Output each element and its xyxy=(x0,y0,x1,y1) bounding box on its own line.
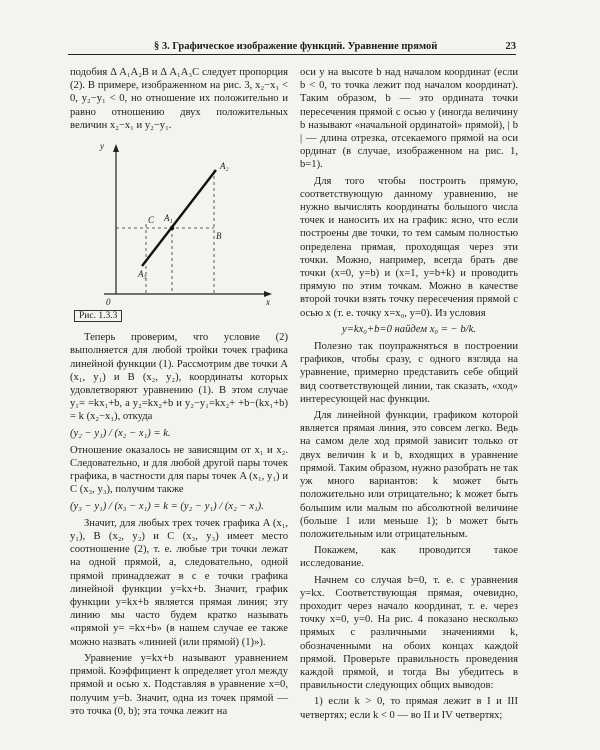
y-axis-arrow xyxy=(113,144,119,152)
paragraph: Покажем, как проводится такое исследование. xyxy=(300,545,518,570)
paragraph: Значит, для любых трех точек графика A (x₁, y₁), B (x₂, y₂) и C (x₃, y₃) имеет место соотношение (2), т. е. любые три точки лежат на одной прямой, а, следовательно, одной прямой принадлежат в с е точки графика линейной функции y=kx+b. Значит, график функции y=kx+b является прямая линия; эту линию мы часто будем кратко называть «прямой y= =kx+b» (в нашем случае ее также можно назвать «линией (или прямой) (1)»). xyxy=(70,517,288,648)
paragraph: Для того чтобы построить прямую, соответствующую данному уравнению, не нужно вычислять координаты большого числа точек и наносить их на график: ясно, что если построены две точки, то тем самым полностью определена прямая, проходящая через эти точки. Можно, например, всегда брать две точки (x=0, y=b) и (x=1, y=b+k) и проводить прямую по этим точкам. Можно в качестве второй точки взять точку пересечения прямой с осью x (т. е. точку x=x₀, y=0). Из условия xyxy=(300,175,518,319)
formula: (y₂ − y₁) / (x₂ − x₁) = k. xyxy=(70,427,171,439)
running-header xyxy=(68,36,516,55)
point-a2-label: A₂ xyxy=(220,161,229,172)
point-b-label: B xyxy=(216,231,222,242)
paragraph: оси y на высоте b над началом координат (если b < 0, то точка лежит под началом координат). Таким образом, b — это ордината точки пересечения прямой с осью y (иногда величину b называют «начальной ординатой» прямой), | b | — длина отрезка, отсекаемого прямой на оси ординат (в случае, изображенном на рис. 1, b=1). xyxy=(300,67,518,171)
paragraph: 1) если k > 0, то прямая лежит в I и III четвертях; если k < 0 — во II и IV четвертях; xyxy=(300,696,518,721)
paragraph: подобия Δ A₁A₂B и Δ A₁A₃C следует пропорция (2). В примере, изображенном на рис. 3, x₂−x₁ < 0, y₂−y₁ < 0, но отношение их положительно и равно отношению двух положительных величин x₂−x₁ и y₂−y₁. xyxy=(70,67,288,131)
section-title: § 3. Графическое изображение функций. Уравнение прямой xyxy=(154,41,438,52)
formula: (y₃ − y₁) / (x₃ − x₁) = k = (y₂ − y₁) / (x₂ − x₁). xyxy=(70,500,264,512)
figure-caption xyxy=(74,310,288,323)
x-axis-label: x xyxy=(266,297,270,308)
origin-label: 0 xyxy=(106,297,111,308)
y-axis-label: y xyxy=(100,141,104,152)
paragraph: Для линейной функции, графиком которой является прямая линия, это совсем легко. Ведь на самом деле ход прямой зависит только от двух величин k и b, входящих в уравнение прямой. Таким образом, нужно разобрать не так уж много вариантов: k может быть положительно или отрицательно; k может быть большим или малым по абсолютной величине (больше 1 или меньше 1); b может быть положительным или отрицательным. xyxy=(300,410,518,540)
left-column xyxy=(70,66,288,721)
figure-graphic xyxy=(76,136,276,308)
point-a1-label: A₁ xyxy=(164,213,173,224)
figure-1-3-3 xyxy=(76,136,276,308)
point-c-label: C xyxy=(148,215,155,226)
point-a3-label: A₃ xyxy=(138,269,147,280)
paragraph: Уравнение y=kx+b называют уравнением прямой. Коэффициент k определяет угол между прямой и осью x. Подставляя в уравнение x=0, получим y=b. Значит, одна из точек прямой — это точка (0, b); эта точка лежит на xyxy=(70,652,288,717)
caption-text: Рис. 1.3.3 xyxy=(74,310,122,322)
point-a1 xyxy=(170,226,174,230)
paragraph: Начнем со случая b=0, т. е. с уравнения y=kx. Соответствующая прямая, очевидно, проходит через начало координат, т. е. через точку x=0, y=0. На рис. 4 показано несколько прямых с различными значениями k, обозначенными на обоих концах каждой прямой. Проверьте правильность проведения каждой прямой, и тогда Вы убедитесь в правильности следующих общих выводов: xyxy=(300,574,518,692)
page-number: 23 xyxy=(505,41,516,52)
formula: y=kx₀+b=0 найдем x₀ = − b/k. xyxy=(342,323,476,335)
paragraph: Теперь проверим, что условие (2) выполняется для любой тройки точек графика линейной функции (1). Рассмотрим две точки A (x₁, y₁) и B (x₂, y₂), координаты которых удовлетворяют уравнению (1). В этом случае y₁= =kx₁+b, а y₂=kx₂+b и y₂−y₁=kx₂+ +b−(kx₁+b) = k (x₂−x₁), откуда xyxy=(70,332,288,423)
paragraph: Отношение оказалось не зависящим от x₁ и x₂. Следовательно, и для любой другой пары точек графика, в частности для пары точек A (x₁, y₁) и C (x₃, y₃), получим также xyxy=(70,444,288,496)
right-column xyxy=(300,66,518,725)
paragraph: Полезно так поупражняться в построении графиков, чтобы сразу, с одного взгляда на уравнение, примерно представить себе общий вид соответствующей линии, так сказать, «ход» интересующей нас функции. xyxy=(300,341,518,405)
